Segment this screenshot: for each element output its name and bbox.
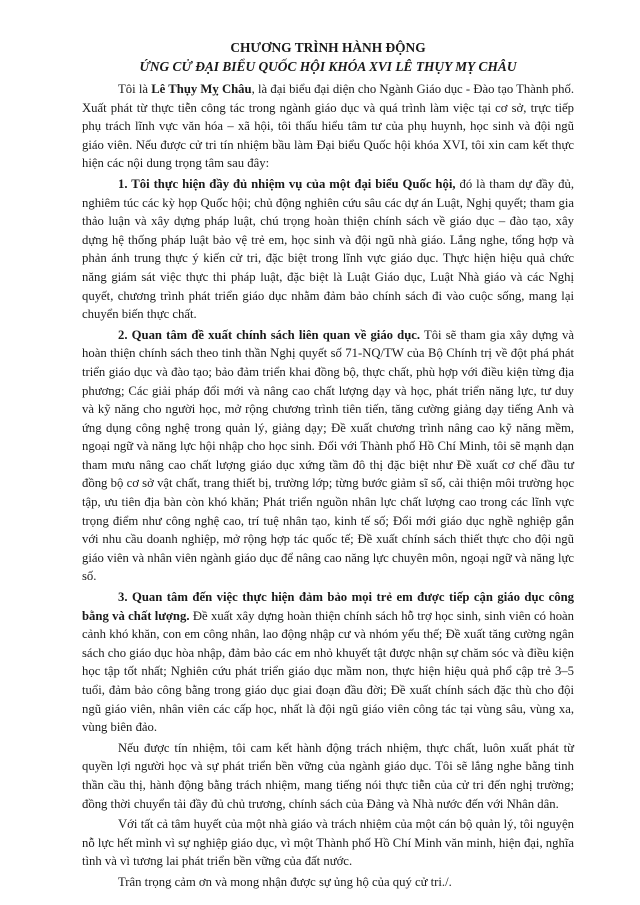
closing-paragraph-thanks: Trân trọng cảm ơn và mong nhận được sự ủng hộ của quý cử tri./. [118,874,452,889]
intro-paragraph [82,80,574,173]
candidate-name: Lê Thụy Mỵ Châu [151,82,252,96]
intro-text-start: Tôi là [118,82,152,96]
section-3-body: Đề xuất xây dựng hoàn thiện chính sách hỗ trợ học sinh, sinh viên có hoàn cảnh khó khăn, con em công nhân, lao động nhập cư và nhóm yếu thế; Đề xuất tăng cường ngân sách cho giáo dục hòa nhập, đảm bảo các em nhỏ khuyết tật được nhận sự chăm sóc và điều kiện học tập tốt nhất; Nghiên cứu phát triển giáo dục mầm non, thực hiện hiệu quả phổ cập trẻ 3–5 tuổi, đảm bảo công bằng trong giáo dục giai đoạn đầu đời; Đề xuất chính sách đặc thù cho đội ngũ giáo viên, nhân viên các cấp học, nhất là đội ngũ giáo viên công tác tại vùng sâu, vùng xa, vùng biên đảo. [82,608,575,735]
intro-text-rest: , là đại biểu đại diện cho Ngành Giáo dục - Đào tạo Thành phố. Xuất phát từ thực tiễn công tác trong ngành giáo dục và quá trình làm việc tại cơ sở, trực tiếp phụ trách lĩnh vực văn hóa – xã hội, tôi thấu hiểu tâm tư của phụ huynh, học sinh và đội ngũ giáo viên. Nếu được cử tri tín nhiệm bầu làm Đại biểu Quốc hội khóa XVI, tôi xin cam kết thực hiện các nội dung trọng tâm sau đây: [82,82,575,171]
closing-paragraph-dedication: Với tất cả tâm huyết của một nhà giáo và trách nhiệm của một cán bộ quản lý, tôi nguyện nỗ lực hết mình vì sự nghiệp giáo dục, vì một Thành phố Hồ Chí Minh văn minh, hiện đại, nghĩa tình và vì tương lai phát triển bền vững của đất nước. [82,817,574,869]
document-page [82,38,574,894]
section-1-heading: 1. Tôi thực hiện đầy đủ nhiệm vụ của một đại biểu Quốc hội, [118,176,456,191]
section-2-heading: 2. Quan tâm đề xuất chính sách liên quan về giáo dục. [118,327,421,342]
section-1-body: đó là tham dự đầy đủ, nghiêm túc các kỳ họp Quốc hội; chủ động nghiên cứu sâu các dự án Luật, Nghị quyết; tham gia thảo luận và xây dựng pháp luật, chú trọng hoàn thiện chính sách về giáo dục – đào tạo, xây dựng hệ thống pháp luật bảo vệ trẻ em, học sinh và đội ngũ nhà giáo. Lắng nghe, tổng hợp và phản ánh trung thực ý kiến cử tri, đặc biệt trong lĩnh vực giáo dục. Thực hiện hiệu quả chức năng giám sát việc thực thi pháp luật, đặc biệt là Luật Giáo dục, Luật Nhà giáo và các Nghị quyết, chương trình phát triển giáo dục nhằm đảm bảo chính sách đi vào cuộc sống, mang lại chuyển biến thực chất. [82,176,574,322]
document-title: CHƯƠNG TRÌNH HÀNH ĐỘNG [230,40,426,55]
section-3-heading: 3. Quan tâm đến việc thực hiện đảm bảo mọi trẻ em được tiếp cận giáo dục công bằng và chất lượng. [82,590,574,623]
section-3-paragraph [82,588,574,737]
section-1-paragraph [82,175,574,324]
section-2-body: Tôi sẽ tham gia xây dựng và hoàn thiện chính sách theo tinh thần Nghị quyết số 71-NQ/TW của Bộ Chính trị về đột phá phát triển giáo dục và đào tạo; bảo đảm triển khai đồng bộ, thực chất, phù hợp với điều kiện từng địa phương; Các giải pháp đổi mới và nâng cao chất lượng dạy và học, phát triển năng lực, tư duy và kỹ năng cho người học, mở rộng chương trình tiên tiến, tăng cường giảng dạy tiếng Anh và ứng dụng công nghệ trong quản lý, giảng dạy; Đề xuất chương trình nâng cao kỹ năng mềm, ngoại ngữ và năng lực hội nhập cho học sinh. Đối với Thành phố Hồ Chí Minh, tôi sẽ mạnh dạn tham mưu nâng cao chất lượng giáo dục xứng tầm đô thị đặc biệt như Đề xuất cơ chế đầu tư đồng bộ cơ sở vật chất, trang thiết bị, trường lớp; từng bước giảm sĩ số, cải thiện môi trường học tập, ưu tiên địa bàn còn khó khăn; Phát triển nguồn nhân lực chất lượng cao trong các lĩnh vực trọng điểm như công nghệ cao, trí tuệ nhân tạo, kinh tế số; Đổi mới giáo dục nghề nghiệp gắn với nhu cầu doanh nghiệp, mở rộng hợp tác quốc tế; Đề xuất chính sách thiết thực cho đội ngũ giáo viên và nhân viên ngành giáo dục để nâng cao năng lực chuyên môn, ngoại ngữ và năng lực số. [82,327,575,584]
section-2-paragraph [82,326,574,586]
document-subtitle: ỨNG CỬ ĐẠI BIỂU QUỐC HỘI KHÓA XVI LÊ THỤY MỴ CHÂU [139,59,517,74]
closing-paragraph-commitment: Nếu được tín nhiệm, tôi cam kết hành động trách nhiệm, thực chất, luôn xuất phát từ quyền lợi người học và sự phát triển bền vững của ngành giáo dục. Tôi sẽ lắng nghe bằng tinh thần cầu thị, hành động bằng trách nhiệm, mang tiếng nói thực tiễn của cử tri đến nghị trường; đồng thời chuyển tải đầy đủ chủ trương, chính sách của Đảng và Nhà nước đến với Nhân dân. [82,740,574,811]
